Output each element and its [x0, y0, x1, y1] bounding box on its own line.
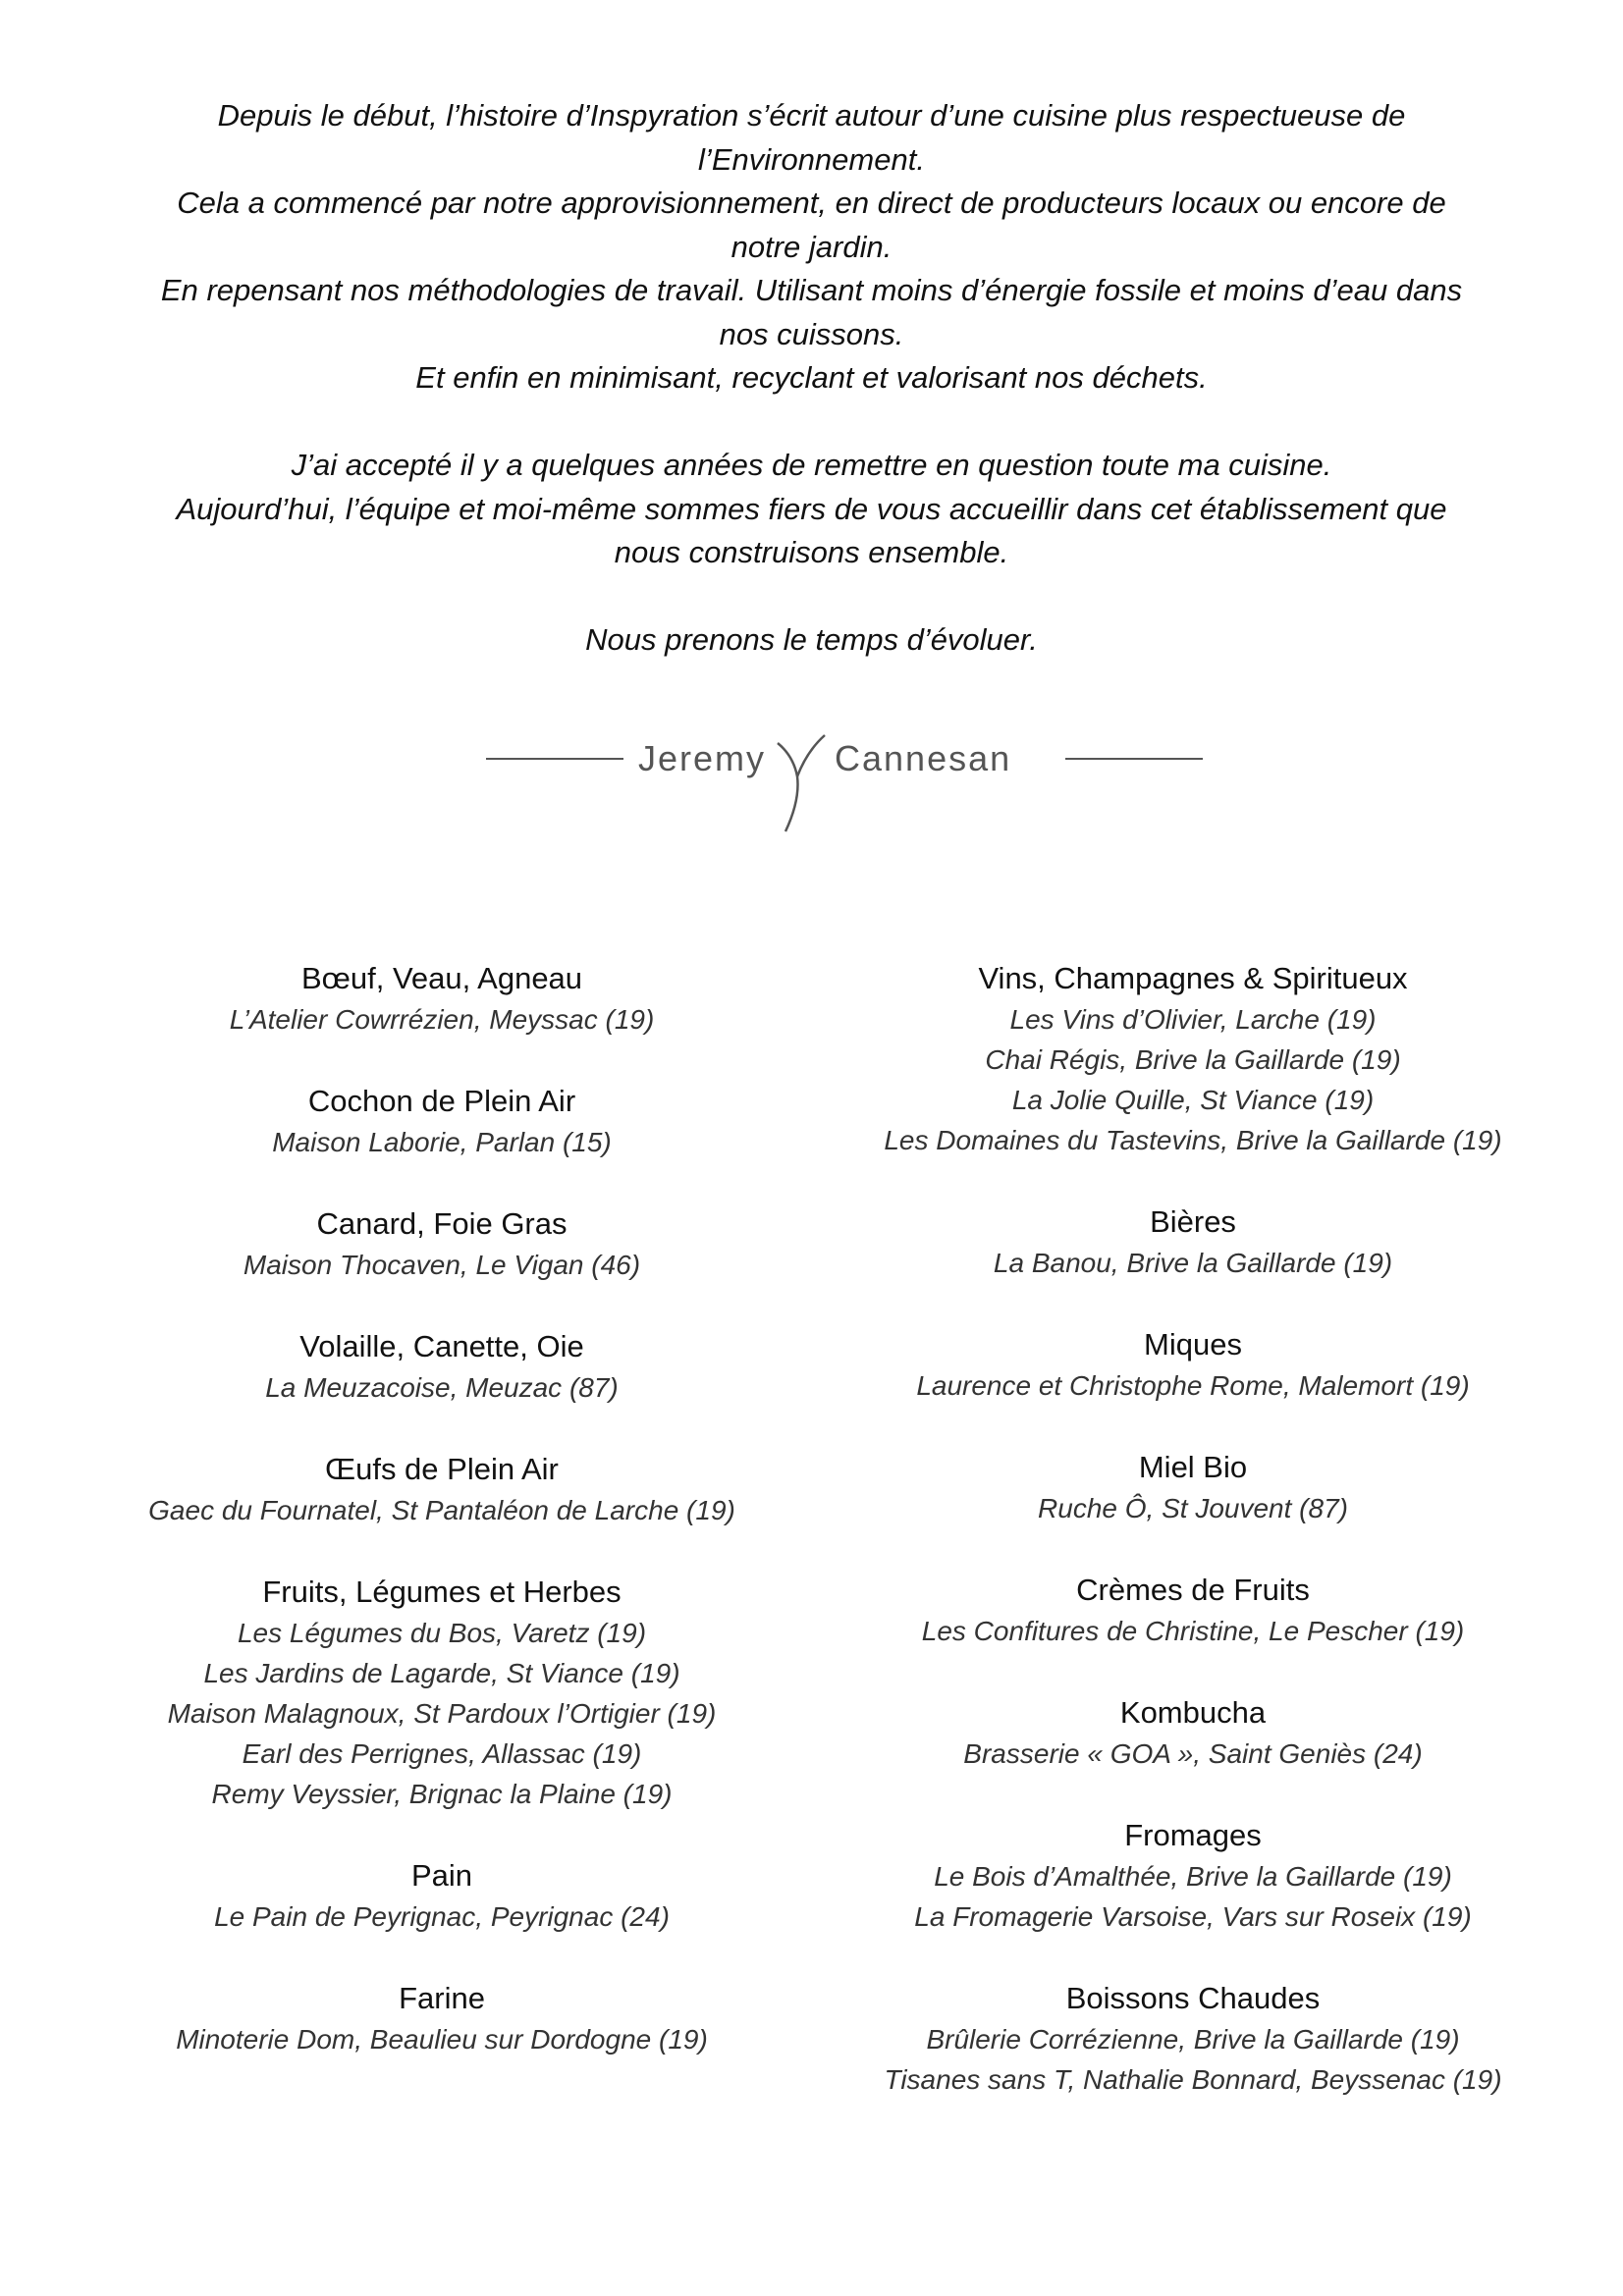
supplier-producer: Chai Régis, Brive la Gaillarde (19) — [985, 1044, 1401, 1075]
supplier-section — [69, 958, 815, 1040]
supplier-section — [69, 1449, 815, 1530]
supplier-producer: Les Vins d’Olivier, Larche (19) — [1009, 1004, 1377, 1035]
supplier-category: Crèmes de Fruits — [1076, 1573, 1310, 1607]
supplier-category: Miel Bio — [1138, 1450, 1248, 1484]
chef-signature-logo — [481, 721, 1208, 839]
supplier-section — [820, 1447, 1566, 1528]
supplier-category: Œufs de Plein Air — [325, 1452, 559, 1486]
supplier-category: Fromages — [1124, 1818, 1262, 1852]
supplier-section — [820, 1570, 1566, 1651]
paragraph-spacer — [98, 400, 1525, 445]
supplier-category: Boissons Chaudes — [1065, 1981, 1321, 2015]
supplier-category: Fruits, Légumes et Herbes — [262, 1575, 622, 1609]
intro-line: Depuis le début, l’histoire d’Inspyration s’écrit autour d’une cuisine plus respectueuse de — [217, 98, 1406, 133]
intro-line: J’ai accepté il y a quelques années de remettre en question toute ma cuisine. — [291, 448, 1332, 482]
supplier-section — [820, 1201, 1566, 1283]
supplier-section — [820, 1815, 1566, 1937]
supplier-producer: Maison Malagnoux, St Pardoux l’Ortigier (19) — [167, 1698, 717, 1729]
supplier-producer: Maison Thocaven, Le Vigan (46) — [243, 1250, 641, 1280]
supplier-producer: Les Jardins de Lagarde, St Viance (19) — [203, 1658, 680, 1688]
supplier-producer: La Jolie Quille, St Viance (19) — [1011, 1085, 1375, 1115]
intro-line: En repensant nos méthodologies de travail. Utilisant moins d’énergie fossile et moins d’eau dans — [160, 273, 1463, 307]
suppliers-right-column — [820, 958, 1566, 2141]
supplier-category: Canard, Foie Gras — [316, 1206, 568, 1241]
intro-text — [98, 94, 1525, 663]
supplier-category: Farine — [399, 1981, 485, 2015]
intro-line: notre jardin. — [730, 229, 893, 264]
supplier-category: Miques — [1144, 1327, 1242, 1362]
supplier-category: Volaille, Canette, Oie — [299, 1329, 584, 1363]
supplier-producer: Earl des Perrignes, Allassac (19) — [242, 1738, 642, 1769]
supplier-section — [820, 958, 1566, 1160]
suppliers-left-column — [69, 958, 815, 2101]
intro-line: Et enfin en minimisant, recyclant et valorisant nos déchets. — [415, 360, 1208, 395]
supplier-producer: Les Domaines du Tastevins, Brive la Gaillarde (19) — [884, 1125, 1502, 1155]
supplier-producer: Minoterie Dom, Beaulieu sur Dordogne (19) — [176, 2024, 708, 2055]
signature-svg — [481, 721, 1208, 839]
supplier-producer: Brasserie « GOA », Saint Geniès (24) — [963, 1738, 1423, 1769]
supplier-category: Kombucha — [1119, 1695, 1267, 1730]
supplier-producer: Les Confitures de Christine, Le Pescher (19) — [921, 1616, 1465, 1646]
supplier-producer: Laurence et Christophe Rome, Malemort (19) — [916, 1370, 1470, 1401]
supplier-producer: Gaec du Fournatel, St Pantaléon de Larche (19) — [148, 1495, 735, 1525]
supplier-producer: Le Bois d’Amalthée, Brive la Gaillarde (19) — [934, 1861, 1452, 1892]
supplier-category: Bières — [1150, 1204, 1236, 1239]
intro-line: Cela a commencé par notre approvisionnement, en direct de producteurs locaux ou encore de — [177, 186, 1446, 220]
supplier-category: Vins, Champagnes & Spiritueux — [978, 961, 1408, 995]
supplier-producer: La Fromagerie Varsoise, Vars sur Roseix (19) — [914, 1901, 1472, 1932]
signature-first-name: Jeremy — [638, 738, 767, 778]
supplier-producer: Brûlerie Corrézienne, Brive la Gaillarde (19) — [926, 2024, 1460, 2055]
supplier-section — [69, 1572, 815, 1814]
signature-flourish — [797, 735, 825, 776]
supplier-section — [69, 1326, 815, 1408]
supplier-producer: L’Atelier Cowrrézien, Meyssac (19) — [229, 1004, 655, 1035]
supplier-producer: La Meuzacoise, Meuzac (87) — [265, 1372, 619, 1403]
supplier-producer: Ruche Ô, St Jouvent (87) — [1038, 1493, 1348, 1523]
intro-line: l’Environnement. — [698, 141, 925, 177]
supplier-producer: Le Pain de Peyrignac, Peyrignac (24) — [214, 1901, 670, 1932]
intro-line: nous construisons ensemble. — [614, 535, 1009, 569]
supplier-section — [69, 1203, 815, 1285]
supplier-section — [820, 1324, 1566, 1406]
supplier-producer: Maison Laborie, Parlan (15) — [272, 1127, 612, 1157]
supplier-section — [69, 1978, 815, 2059]
supplier-section — [820, 1978, 1566, 2100]
supplier-producer: Tisanes sans T, Nathalie Bonnard, Beyssenac (19) — [884, 2064, 1502, 2095]
supplier-producer: Remy Veyssier, Brignac la Plaine (19) — [211, 1779, 673, 1809]
intro-line: Nous prenons le temps d’évoluer. — [585, 622, 1038, 657]
intro-line: Aujourd’hui, l’équipe et moi-même sommes fiers de vous accueillir dans cet établissement que — [176, 491, 1447, 526]
supplier-section — [69, 1081, 815, 1162]
supplier-producer: Les Légumes du Bos, Varetz (19) — [237, 1618, 647, 1648]
intro-line: nos cuissons. — [719, 316, 904, 351]
supplier-section — [69, 1855, 815, 1937]
supplier-producer: La Banou, Brive la Gaillarde (19) — [993, 1248, 1393, 1278]
supplier-section — [820, 1692, 1566, 1774]
supplier-category: Cochon de Plein Air — [307, 1084, 576, 1118]
supplier-category: Pain — [410, 1858, 473, 1893]
paragraph-spacer — [98, 575, 1525, 619]
signature-flourish — [778, 743, 798, 831]
supplier-category: Bœuf, Veau, Agneau — [300, 961, 583, 995]
signature-last-name: Cannesan — [835, 738, 1012, 778]
